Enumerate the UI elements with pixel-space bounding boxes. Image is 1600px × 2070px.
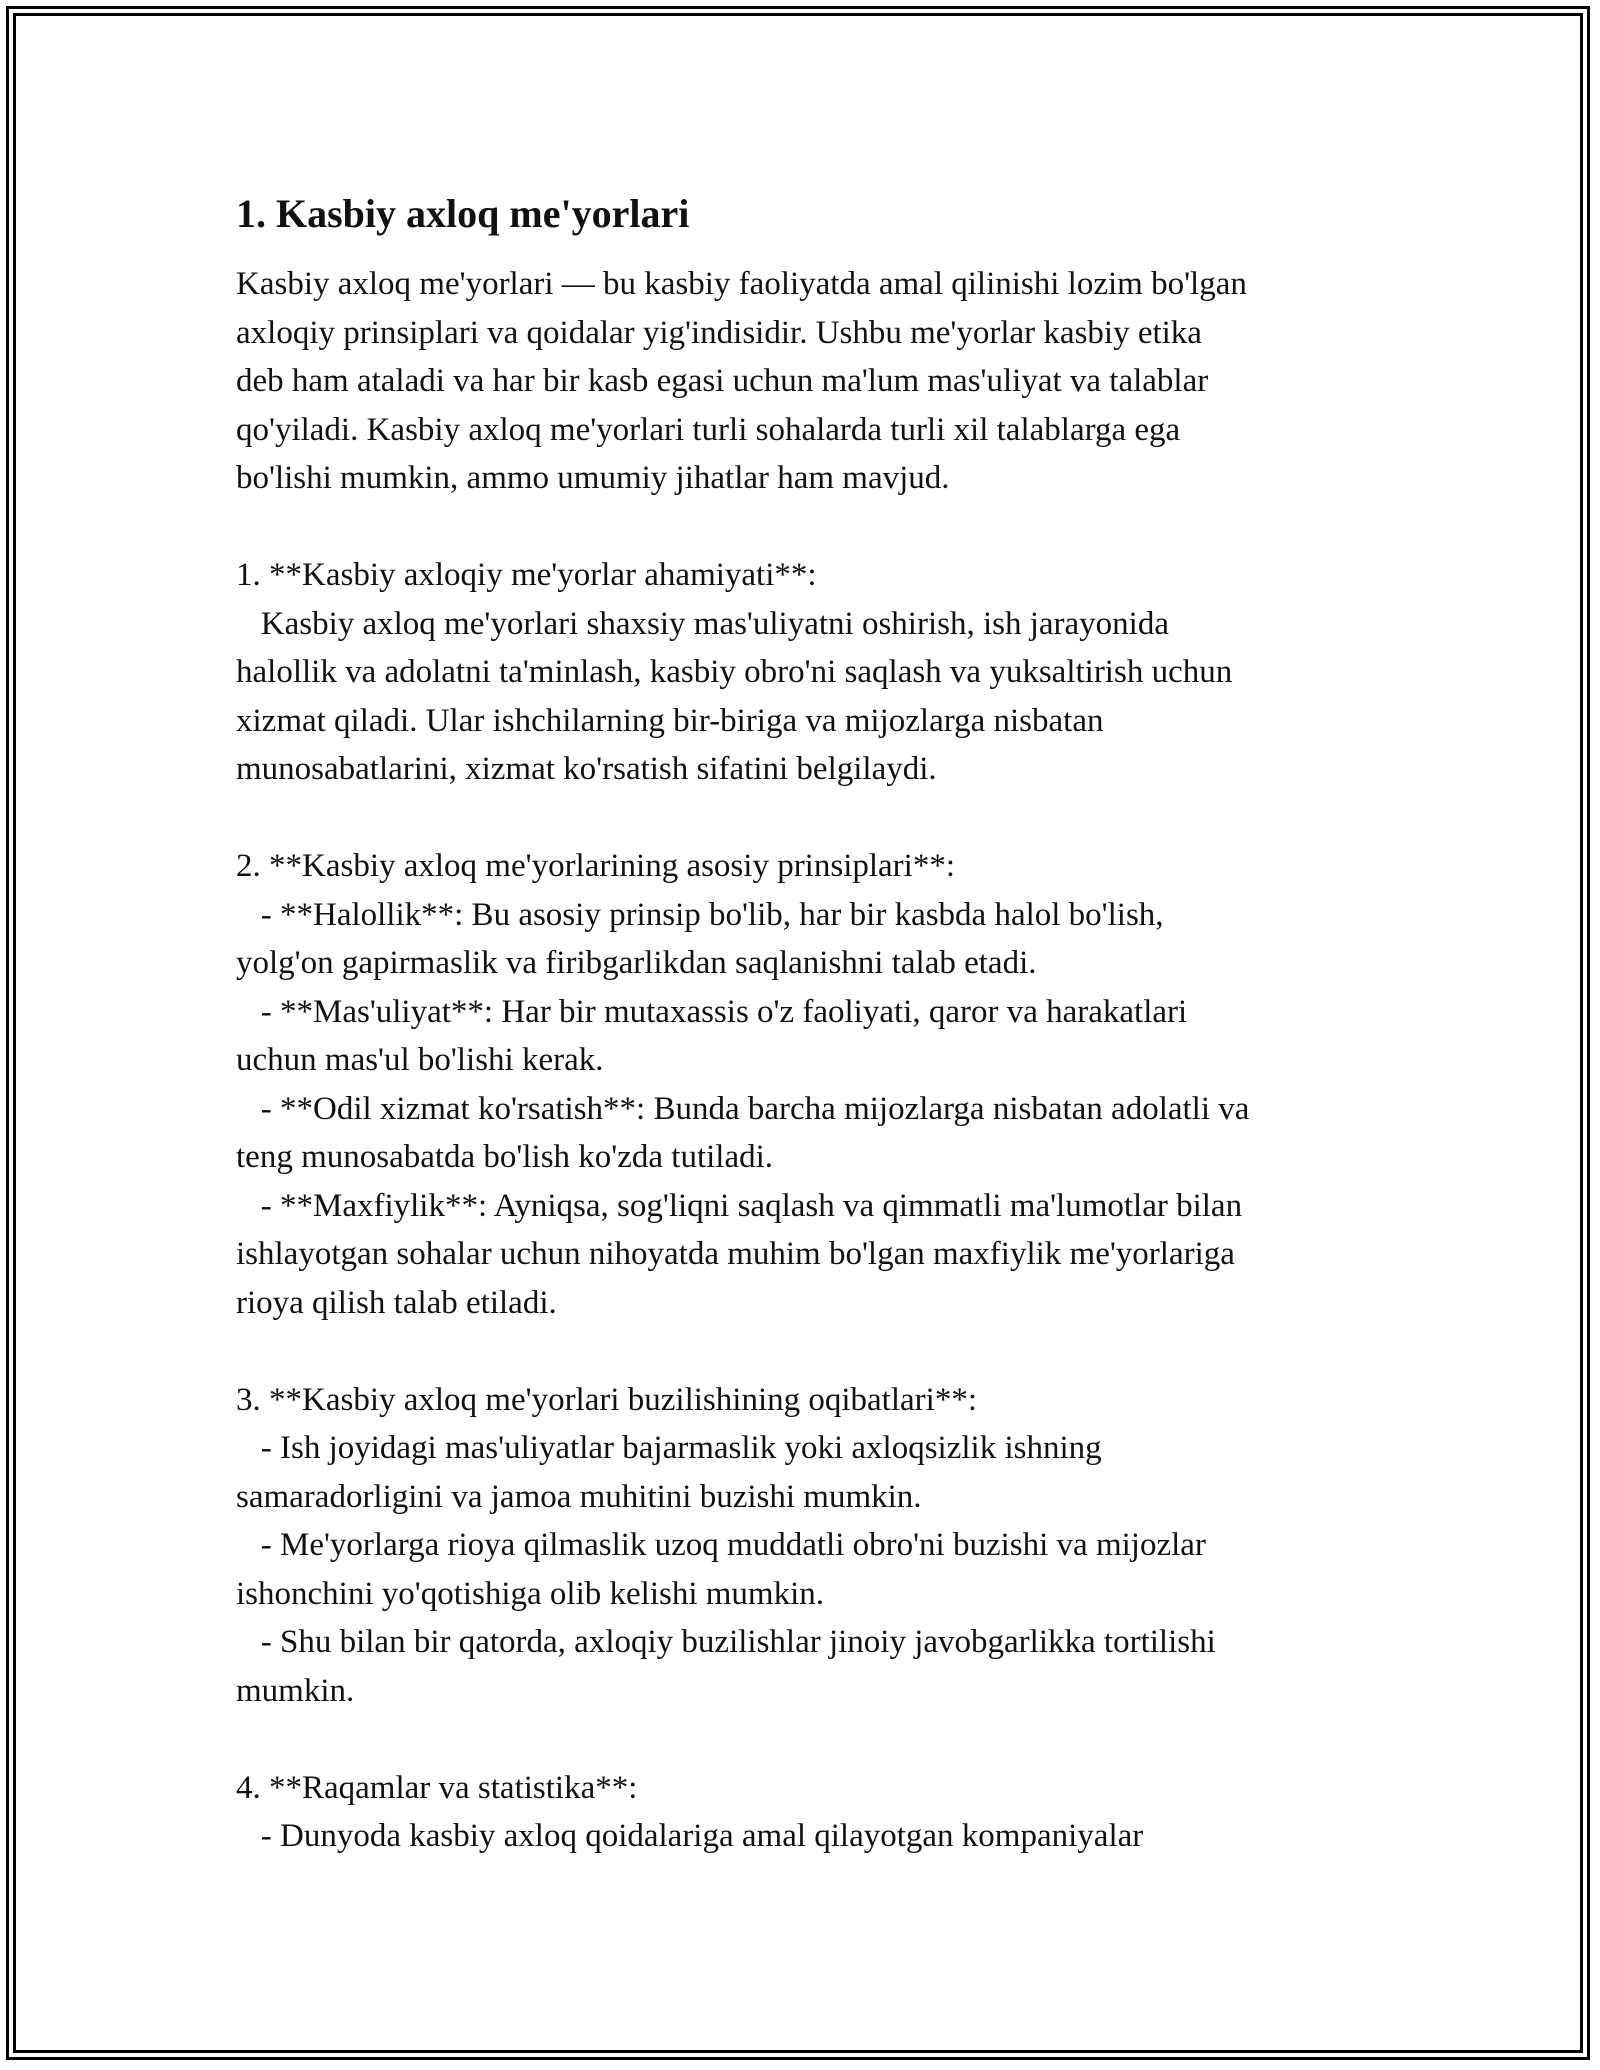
text-line: rioya qilish talab etiladi. — [236, 1284, 557, 1321]
text-line: Kasbiy axloq me'yorlari — bu kasbiy faoliyatda amal qilinishi lozim bo'lgan — [236, 266, 1247, 302]
text-line: uchun mas'ul bo'lishi kerak. — [236, 1042, 604, 1078]
text-line: - Ish joyidagi mas'uliyatlar bajarmaslik yoki axloqsizlik ishning — [236, 1430, 1102, 1466]
text-line: axloqiy prinsiplari va qoidalar yig'indisidir. Ushbu me'yorlar kasbiy etika — [236, 314, 1202, 351]
text-line: xizmat qiladi. Ular ishchilarning bir-biriga va mijozlarga nisbatan — [236, 702, 1104, 739]
text-line: Kasbiy axloq me'yorlari shaxsiy mas'uliyatni oshirish, ish jarayonida — [236, 605, 1169, 642]
text-line: bo'lishi mumkin, ammo umumiy jihatlar ham mavjud. — [236, 460, 950, 496]
blank-line — [236, 1327, 1386, 1376]
text-line: - Dunyoda kasbiy axloq qoidalariga amal qilayotgan kompaniyalar — [236, 1818, 1144, 1854]
document-body — [236, 260, 1386, 1861]
text-line: - **Maxfiylik**: Ayniqsa, sog'liqni saqlash va qimmatli ma'lumotlar bilan — [236, 1187, 1243, 1224]
text-line: munosabatlarini, xizmat ko'rsatish sifatini belgilaydi. — [236, 751, 937, 787]
text-line: 2. **Kasbiy axloq me'yorlarining asosiy prinsiplari**: — [236, 848, 956, 884]
document-page — [236, 188, 1386, 1861]
text-line: mumkin. — [236, 1672, 355, 1709]
text-line: 4. **Raqamlar va statistika**: — [236, 1769, 638, 1806]
blank-line — [236, 794, 1386, 843]
text-line: - Shu bilan bir qatorda, axloqiy buzilishlar jinoiy javobgarlikka tortilishi — [236, 1624, 1216, 1660]
text-line: qo'yiladi. Kasbiy axloq me'yorlari turli sohalarda turli xil talablarga ega — [236, 411, 1181, 448]
text-line: - **Odil xizmat ko'rsatish**: Bunda barcha mijozlarga nisbatan adolatli va — [236, 1090, 1250, 1127]
text-line: 3. **Kasbiy axloq me'yorlari buzilishining oqibatlari**: — [236, 1381, 977, 1418]
text-line: samaradorligini va jamoa muhitini buzishi mumkin. — [236, 1478, 922, 1515]
text-line: ishlayotgan sohalar uchun nihoyatda muhim bo'lgan maxfiylik me'yorlariga — [236, 1236, 1235, 1272]
text-line: - Me'yorlarga rioya qilmaslik uzoq muddatli obro'ni buzishi va mijozlar — [236, 1527, 1206, 1563]
text-line: yolg'on gapirmaslik va firibgarlikdan saqlanishni talab etadi. — [236, 945, 1037, 981]
text-line: ishonchini yo'qotishiga olib kelishi mumkin. — [236, 1575, 825, 1612]
text-line: teng munosabatda bo'lish ko'zda tutiladi. — [236, 1139, 774, 1175]
text-line: - **Mas'uliyat**: Har bir mutaxassis o'z faoliyati, qaror va harakatlari — [236, 993, 1188, 1030]
document-title: 1. Kasbiy axloq me'yorlari — [236, 191, 690, 236]
blank-line — [236, 1715, 1386, 1764]
text-line: - **Halollik**: Bu asosiy prinsip bo'lib, har bir kasbda halol bo'lish, — [236, 896, 1164, 933]
text-line: deb ham ataladi va har bir kasb egasi uchun ma'lum mas'uliyat va talablar — [236, 363, 1209, 399]
blank-line — [236, 503, 1386, 552]
text-line: halollik va adolatni ta'minlash, kasbiy obro'ni saqlash va yuksaltirish uchun — [236, 654, 1233, 690]
text-line: 1. **Kasbiy axloqiy me'yorlar ahamiyati**: — [236, 557, 817, 593]
